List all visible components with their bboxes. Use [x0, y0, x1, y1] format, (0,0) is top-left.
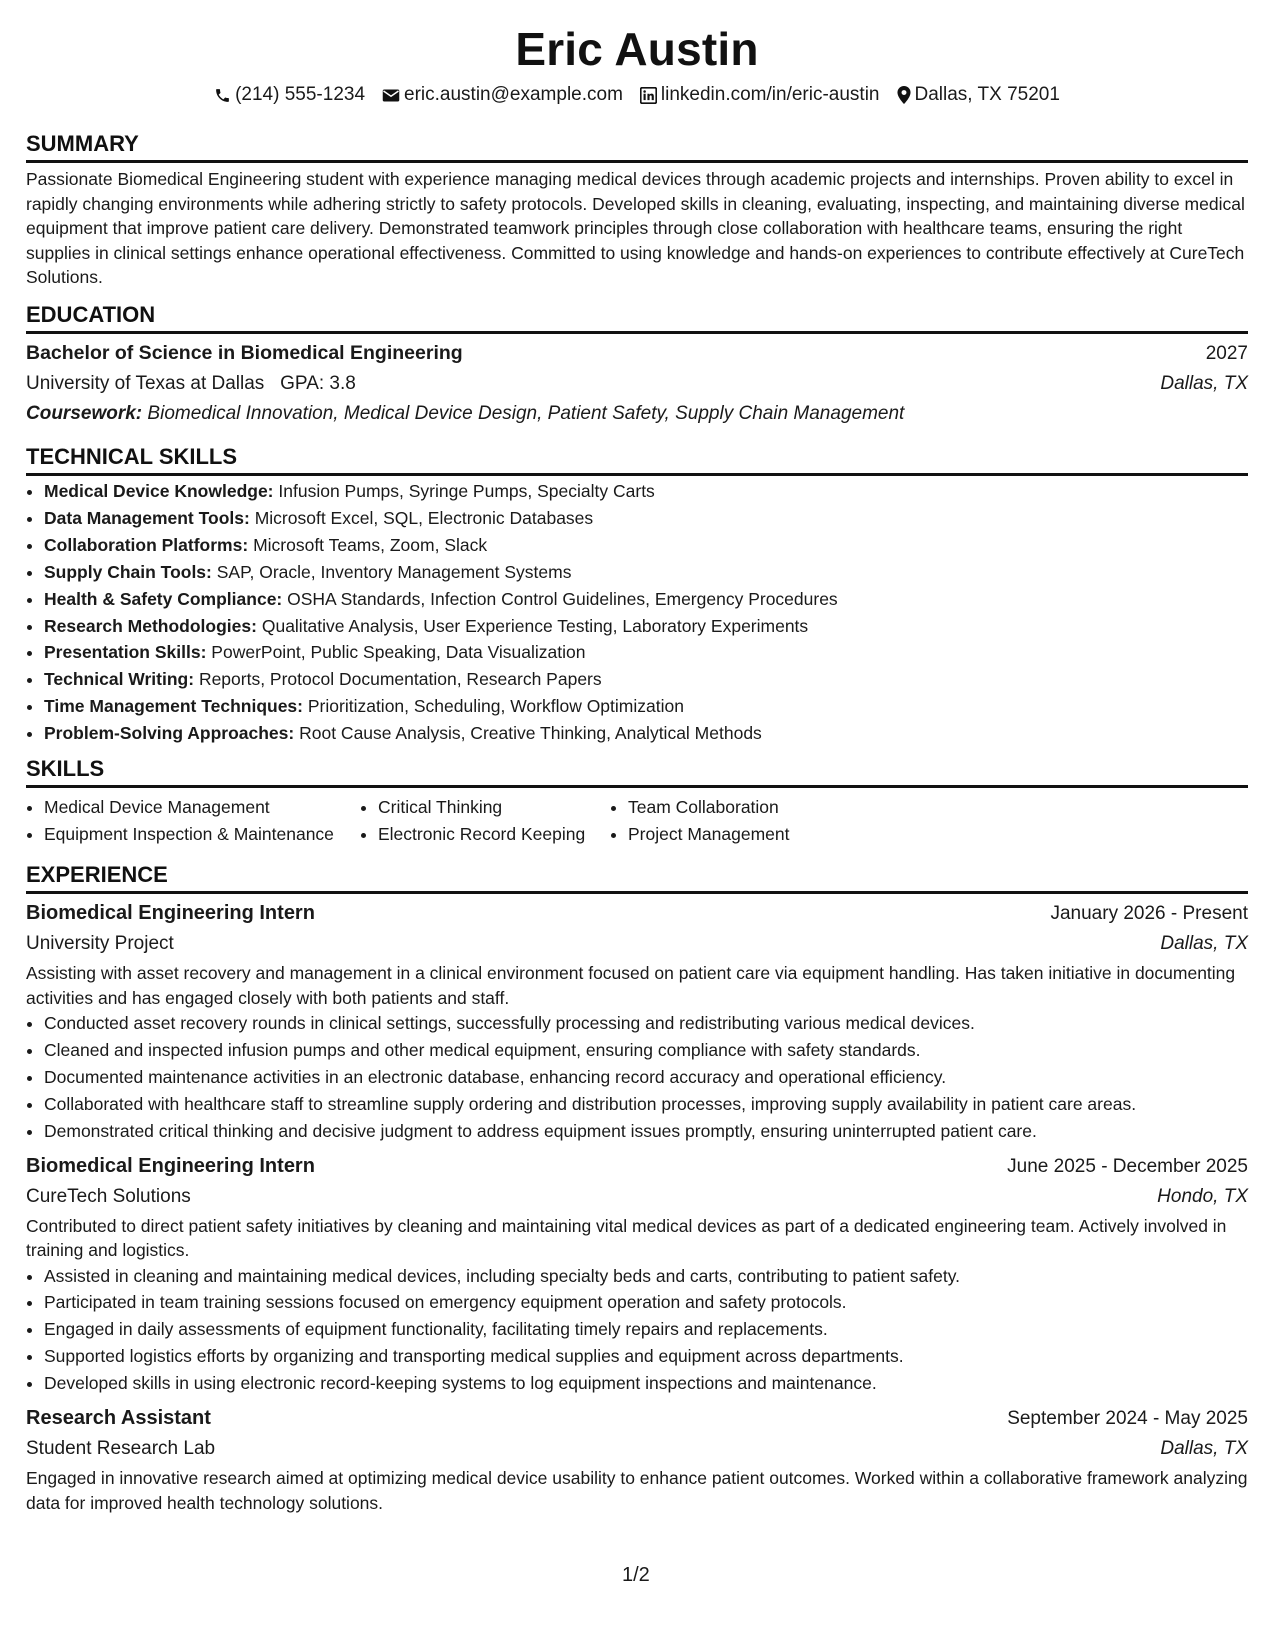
list-item: • Technical Writing: Reports, Protocol Documentation, Research Papers — [44, 666, 1248, 693]
summary-section — [26, 130, 1248, 290]
list-item: • Collaboration Platforms: Microsoft Teams, Zoom, Slack — [44, 532, 1248, 559]
phone-icon — [214, 87, 231, 104]
list-item: • Developed skills in using electronic record-keeping systems to log equipment inspections and maintenance. — [44, 1370, 1248, 1397]
job-location: Dallas, TX — [1160, 933, 1248, 954]
job-org: Student Research Lab — [26, 1438, 216, 1460]
list-item: • Participated in team training sessions focused on emergency equipment operation and safety protocols. — [44, 1289, 1248, 1316]
job-entry — [26, 898, 1248, 1145]
education-school: University of Texas at Dallas — [26, 373, 265, 394]
list-item: • Research Methodologies: Qualitative Analysis, User Experience Testing, Laboratory Experiments — [44, 613, 1248, 640]
section-title-experience: EXPERIENCE — [26, 861, 1248, 894]
email-text: eric.austin@example.com — [404, 84, 623, 105]
job-dates: September 2024 - May 2025 — [1007, 1408, 1248, 1430]
education-year: 2027 — [1205, 343, 1248, 364]
education-degree: Bachelor of Science in Biomedical Engineering — [26, 342, 463, 364]
job-title: Research Assistant — [26, 1407, 211, 1430]
list-item: • Medical Device Management — [44, 794, 360, 821]
list-item: • Supported logistics efforts by organizing and transporting medical supplies and equipment across departments. — [44, 1343, 1248, 1370]
list-item: • Demonstrated critical thinking and decisive judgment to address equipment issues promptly, ensuring uninterrupted patient care. — [44, 1118, 1248, 1145]
linkedin-icon — [640, 87, 657, 104]
list-item: • Equipment Inspection & Maintenance — [44, 821, 360, 848]
skills-column-1 — [26, 794, 360, 848]
job-dates: June 2025 - December 2025 — [1007, 1155, 1248, 1177]
contact-phone[interactable] — [214, 82, 365, 108]
section-title-technical-skills: TECHNICAL SKILLS — [26, 443, 1248, 476]
job-location: Hondo, TX — [1157, 1185, 1248, 1207]
job-entry — [26, 1403, 1248, 1515]
job-location: Dallas, TX — [1160, 1438, 1248, 1460]
experience-section — [26, 861, 1248, 1515]
education-coursework — [26, 399, 1248, 429]
location-text: Dallas, TX 75201 — [914, 84, 1060, 105]
education-section — [26, 301, 1248, 429]
section-title-skills: SKILLS — [26, 755, 1248, 788]
job-title: Biomedical Engineering Intern — [26, 1154, 315, 1177]
job-summary: Contributed to direct patient safety initiatives by cleaning and maintaining vital medical devices as part of a dedicated engineering team. Actively involved in training and logistics. — [26, 1215, 1227, 1261]
education-location: Dallas, TX — [1160, 373, 1248, 394]
section-title-summary: SUMMARY — [26, 130, 1248, 163]
technical-skills-list — [26, 478, 1248, 747]
list-item: • Collaborated with healthcare staff to streamline supply ordering and distribution processes, improving supply availability in patient care areas. — [44, 1091, 1248, 1118]
job-org: CureTech Solutions — [26, 1185, 191, 1207]
summary-text: Passionate Biomedical Engineering student with experience managing medical devices through academic projects and internships. Proven ability to excel in rapidly changing environments while adhering strictly to safety protocols. Developed skills in cleaning, evaluating, inspecting, and maintaining diverse medical equipment that improve patient care delivery. Demonstrated teamwork principles through close collaboration with healthcare teams, ensuring the right supplies in clinical settings enhance operational effectiveness. Committed to using knowledge and hands-on experiences to contribute effectively at CureTech Solutions. — [26, 169, 1245, 287]
job-entry — [26, 1151, 1248, 1398]
resume-page — [26, 0, 1248, 1650]
contact-location — [897, 82, 1060, 108]
list-item: • Documented maintenance activities in an electronic database, enhancing record accuracy and operational efficiency. — [44, 1064, 1248, 1091]
job-title: Biomedical Engineering Intern — [26, 902, 315, 924]
envelope-icon — [382, 88, 400, 103]
list-item: • Team Collaboration — [628, 794, 928, 821]
job-bullets — [26, 1263, 1248, 1398]
skills-columns — [26, 794, 1248, 848]
contact-bar — [26, 82, 1248, 108]
list-item: • Critical Thinking — [378, 794, 610, 821]
list-item: • Data Management Tools: Microsoft Excel, SQL, Electronic Databases — [44, 505, 1248, 532]
section-title-education: EDUCATION — [26, 301, 1248, 334]
list-item: • Medical Device Knowledge: Infusion Pumps, Syringe Pumps, Specialty Carts — [44, 478, 1248, 505]
list-item: • Health & Safety Compliance: OSHA Standards, Infection Control Guidelines, Emergency Procedures — [44, 586, 1248, 613]
skills-section — [26, 755, 1248, 848]
list-item: • Presentation Skills: PowerPoint, Public Speaking, Data Visualization — [44, 639, 1248, 666]
contact-linkedin[interactable] — [640, 82, 880, 108]
job-summary: Engaged in innovative research aimed at optimizing medical device usability to enhance patient outcomes. Worked within a collaborative framework analyzing data for improved health technology solutions. — [26, 1468, 1248, 1513]
page-number: 1/2 — [622, 1564, 650, 1586]
coursework-list: Biomedical Innovation, Medical Device Design, Patient Safety, Supply Chain Management — [147, 403, 905, 424]
list-item: • Assisted in cleaning and maintaining medical devices, including specialty beds and carts, contributing to patient safety. — [44, 1263, 1248, 1290]
list-item: • Electronic Record Keeping — [378, 821, 610, 848]
job-summary: Assisting with asset recovery and management in a clinical environment focused on patient care via equipment handling. Has taken initiative in documenting activities and has engaged closely with both patients and staff. — [26, 963, 1236, 1008]
list-item: • Engaged in daily assessments of equipment functionality, facilitating timely repairs and replacements. — [44, 1316, 1248, 1343]
linkedin-text: linkedin.com/in/eric-austin — [660, 84, 880, 105]
map-pin-icon — [897, 86, 911, 104]
list-item: • Time Management Techniques: Prioritization, Scheduling, Workflow Optimization — [44, 693, 1248, 720]
education-school-line — [26, 369, 356, 399]
candidate-name: Eric Austin — [515, 23, 759, 75]
job-dates: January 2026 - Present — [1050, 903, 1248, 924]
list-item: • Supply Chain Tools: SAP, Oracle, Inventory Management Systems — [44, 559, 1248, 586]
job-org: University Project — [26, 933, 174, 954]
skills-column-2 — [360, 794, 610, 848]
list-item: • Conducted asset recovery rounds in clinical settings, successfully processing and redistributing various medical devices. — [44, 1010, 1248, 1037]
list-item: • Cleaned and inspected infusion pumps and other medical equipment, ensuring compliance with safety standards. — [44, 1037, 1248, 1064]
list-item: • Problem-Solving Approaches: Root Cause Analysis, Creative Thinking, Analytical Methods — [44, 720, 1248, 747]
phone-text: (214) 555-1234 — [235, 84, 366, 105]
education-gpa: GPA: 3.8 — [280, 373, 356, 394]
skills-column-3 — [610, 794, 928, 848]
coursework-label: Coursework: — [26, 403, 143, 424]
list-item: • Project Management — [628, 821, 928, 848]
technical-skills-section — [26, 443, 1248, 747]
contact-email[interactable] — [382, 82, 623, 108]
job-bullets — [26, 1010, 1248, 1145]
